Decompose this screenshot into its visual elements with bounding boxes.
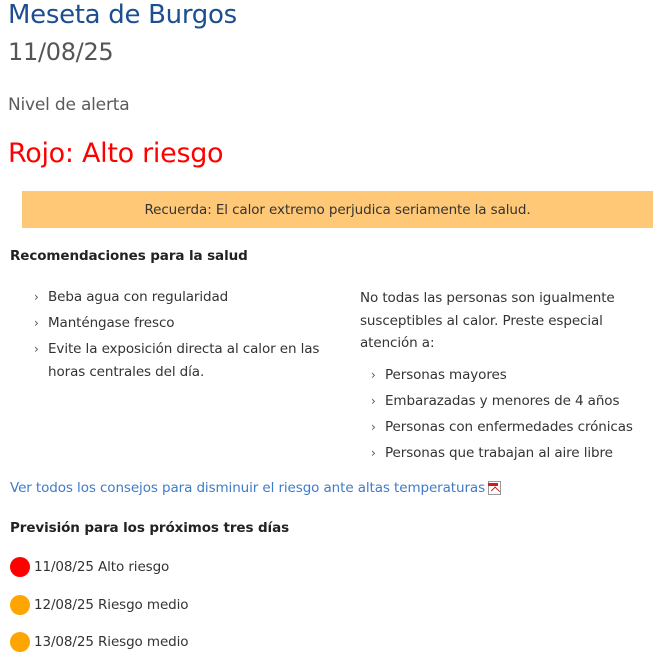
banner-text: Recuerda: El calor extremo perjudica seriamente la salud. <box>144 201 531 218</box>
chevron-right-icon: › <box>34 316 39 330</box>
list-item: › Embarazadas y menores de 4 años <box>371 390 653 413</box>
list-item: › Evite la exposición directa al calor en las horas centrales del día. <box>34 338 334 384</box>
pdf-icon[interactable] <box>488 481 501 495</box>
chevron-right-icon: › <box>371 394 376 408</box>
recommendations-list <box>34 286 334 387</box>
list-item: › Manténgase fresco <box>34 312 334 335</box>
recommendations-heading: Recomendaciones para la salud <box>10 248 248 264</box>
alert-level-value: Rojo: Alto riesgo <box>8 138 224 169</box>
list-item: › Personas mayores <box>371 364 653 387</box>
alert-level-label: Nivel de alerta <box>8 95 130 115</box>
chevron-right-icon: › <box>371 446 376 460</box>
zone-title: Meseta de Burgos <box>8 0 237 30</box>
chevron-right-icon: › <box>34 342 39 356</box>
chevron-right-icon: › <box>371 368 376 382</box>
list-item: › Personas con enfermedades crónicas <box>371 416 653 439</box>
risk-dot-icon <box>10 595 30 615</box>
forecast-heading: Previsión para los próximos tres días <box>10 520 290 536</box>
forecast-item: 13/08/25 Riesgo medio <box>10 631 188 653</box>
all-advice-pdf-link[interactable]: Ver todos los consejos para disminuir el riesgo ante altas temperaturas <box>10 480 501 496</box>
forecast-list <box>10 556 188 655</box>
chevron-right-icon: › <box>371 420 376 434</box>
forecast-item: 12/08/25 Riesgo medio <box>10 594 188 616</box>
susceptible-groups-note: No todas las personas son igualmente susceptibles al calor. Preste especial atención a: <box>360 290 615 351</box>
alert-date: 11/08/25 <box>8 38 114 66</box>
chevron-right-icon: › <box>34 290 39 304</box>
forecast-item: 11/08/25 Alto riesgo <box>10 556 188 578</box>
risk-dot-icon <box>10 632 30 652</box>
susceptible-groups-list <box>371 364 653 468</box>
list-item: › Beba agua con regularidad <box>34 286 334 309</box>
list-item: › Personas que trabajan al aire libre <box>371 442 653 465</box>
heat-warning-banner <box>22 191 653 228</box>
risk-dot-icon <box>10 557 30 577</box>
